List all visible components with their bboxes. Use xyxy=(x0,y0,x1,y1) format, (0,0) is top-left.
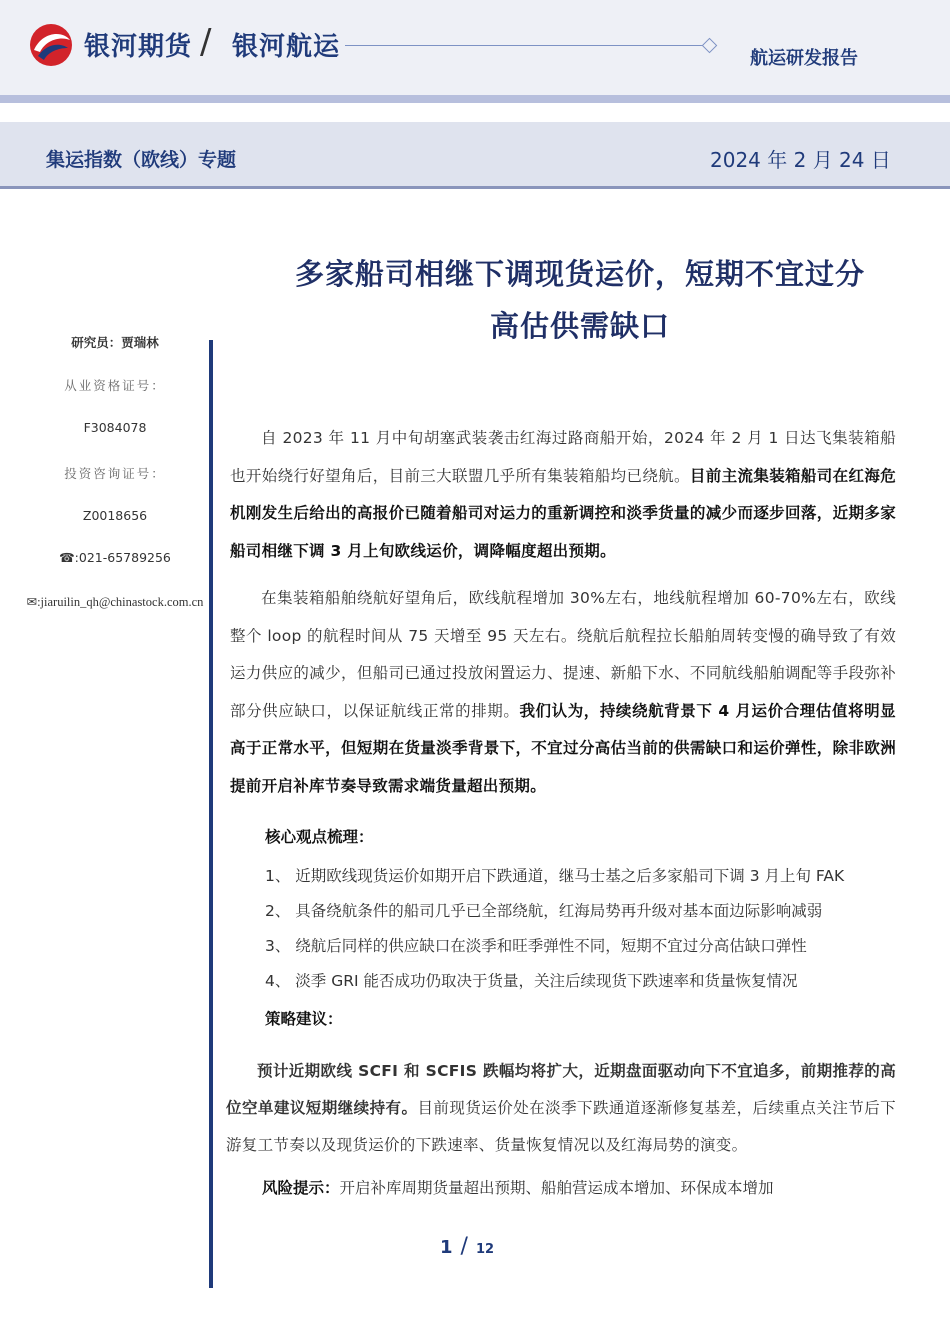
risk-label: 风险提示： xyxy=(262,1179,340,1197)
phone-number: ☎:021-65789256 xyxy=(59,550,171,565)
risk-warning xyxy=(230,1176,896,1200)
paragraph-text: 在集装箱船舶绕航好望角后，欧线航程增加 30%左右，地线航程增加 60-70%左右，欧线整个 loop 的航程时间从 75 天增至 95 天左右。绕航后航程拉长船舶周转变慢的确导致了有效运力供应的减少，但船司已通过投放闲置运力、提速、新船下水、不同航线船舶调配等手段弥补部分供应缺口，以保证航线正常的排期。 xyxy=(230,589,896,720)
topic-band-rule xyxy=(0,186,950,189)
consult-number: Z0018656 xyxy=(82,508,148,523)
report-topic: 集运指数（欧线）专题 xyxy=(46,149,237,171)
paragraph xyxy=(230,420,896,570)
header-rule xyxy=(345,45,705,46)
page-title xyxy=(250,248,910,352)
report-body xyxy=(226,420,897,1200)
email-address[interactable]: ✉:jiaruilin_qh@chinastock.com.cn xyxy=(26,595,204,609)
title-line: 高估供需缺口 xyxy=(489,309,670,343)
consult-label: 投资咨询证号： xyxy=(64,466,166,481)
paragraph xyxy=(230,580,896,805)
page-separator: / xyxy=(460,1234,468,1259)
page-number xyxy=(440,1234,494,1259)
total-pages: 12 xyxy=(475,1242,495,1257)
list-item: 3、 绕航后同样的供应缺口在淡季和旺季弹性不同，短期不宜过分高估缺口弹性 xyxy=(265,937,807,955)
report-date: 2024 年 2 月 24 日 xyxy=(710,148,891,172)
strategy-paragraph xyxy=(226,1053,896,1164)
brand-primary: 银河期货 xyxy=(84,32,193,62)
paragraph-text: 目前现货运价处在淡季下跌通道逐渐修复基差，后续重点关注节后下游复工节奏以及现货运价的下跌速率、货量恢复情况以及红海局势的演变。 xyxy=(226,1099,896,1154)
header-stripe xyxy=(0,95,950,103)
brand-secondary: 银河航运 xyxy=(232,32,341,62)
report-type: 航运研发报告 xyxy=(750,48,858,69)
galaxy-logo-icon xyxy=(28,22,74,68)
strategy-heading: 策略建议： xyxy=(265,1010,343,1028)
list-item: 2、 具备绕航条件的船司几乎已全部绕航，红海局势再升级对基本面边际影响减弱 xyxy=(265,902,823,920)
cert-label: 从业资格证号： xyxy=(64,378,166,393)
paragraph-emphasis: 目前主流集装箱船司在红海危机刚发生后给出的高报价已随着船司对运力的重新调控和淡季货量的减少而逐步回落，近期多家船司相继下调 3 月上旬欧线运价，调降幅度超出预期。 xyxy=(230,466,897,560)
researcher-name: 研究员：贾瑞林 xyxy=(71,335,159,350)
paragraph-text: 自 2023 年 11 月中旬胡塞武装袭击红海过路商船开始，2024 年 2 月 1 日达飞集装箱船也开始绕行好望角后，目前三大联盟几乎所有集装箱船均已绕航。 xyxy=(230,429,896,485)
core-views-list xyxy=(230,859,896,999)
list-item: 1、 近期欧线现货运价如期开启下跌通道，继马士基之后多家船司下调 3 月上旬 FAK xyxy=(265,867,845,885)
risk-text: 开启补库周期货量超出预期、船舶营运成本增加、环保成本增加 xyxy=(339,1179,774,1197)
current-page: 1 xyxy=(440,1237,453,1258)
title-line: 多家船司相继下调现货运价，短期不宜过分 xyxy=(294,257,865,291)
brand-divider: / xyxy=(200,22,212,62)
paragraph-emphasis: 预计近期欧线 SCFI 和 SCFIS 跌幅均将扩大，近期盘面驱动向下不宜追多，前期推荐的高位空单建议短期继续持有。 xyxy=(226,1062,896,1117)
list-item: 4、 淡季 GRI 能否成功仍取决于货量，关注后续现货下跌速率和货量恢复情况 xyxy=(265,972,798,990)
paragraph-emphasis: 我们认为，持续绕航背景下 4 月运价合理估值将明显高于正常水平，但短期在货量淡季背景下，不宜过分高估当前的供需缺口和运价弹性，除非欧洲提前开启补库节奏导致需求端货量超出预期。 xyxy=(230,701,896,795)
sidebar-divider xyxy=(209,340,213,1288)
cert-number: F3084078 xyxy=(83,420,147,435)
core-views-heading: 核心观点梳理： xyxy=(265,828,374,846)
